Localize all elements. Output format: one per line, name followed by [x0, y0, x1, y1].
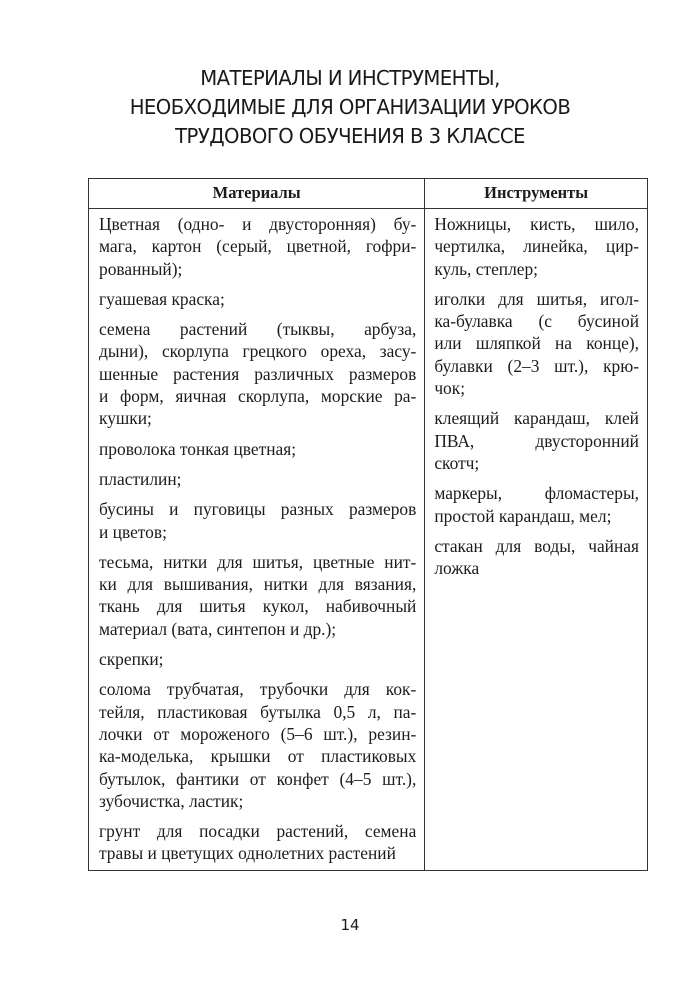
list-item	[434, 482, 639, 527]
text-line: Цветная (одно- и двусторонняя) бу-	[99, 214, 417, 234]
text-line: иголки для шитья, игол-	[434, 288, 639, 309]
text-line: травы и цветущих однолетних растений	[99, 843, 396, 864]
text-line: материал (вата, синтепон и др.);	[99, 618, 337, 639]
text-line: клеящий карандаш, клей	[434, 408, 639, 429]
page-number: 14	[340, 916, 360, 934]
text-line: ки для вышивания, нитки для вязания,	[99, 574, 417, 595]
text-line: бусины и пуговицы разных размеров	[99, 499, 417, 520]
list-item	[99, 648, 416, 670]
text-line: скрепки;	[99, 649, 164, 670]
text-line: кушки;	[99, 408, 152, 429]
title-line: ТРУДОВОГО ОБУЧЕНИЯ В 3 КЛАССЕ	[175, 124, 525, 148]
list-item	[99, 820, 416, 865]
materials-tools-table	[88, 178, 648, 871]
text-line: простой карандаш, мел;	[434, 505, 612, 526]
list-item	[99, 318, 416, 429]
text-line: пластилин;	[99, 468, 182, 489]
text-line: ткань для шитья кукол, набивочный	[99, 596, 417, 617]
table-header-row	[89, 179, 648, 209]
text-line: и форм, яичная скорлупа, морские ра-	[99, 386, 417, 407]
text-line: ПВА, двусторонний	[434, 430, 639, 451]
text-line: или шляпкой на конце),	[434, 333, 639, 354]
text-line: рованный);	[99, 258, 183, 279]
tools-cell	[425, 209, 648, 871]
text-line: скотч;	[434, 452, 480, 473]
list-item	[99, 678, 416, 812]
text-line: грунт для посадки растений, семена	[99, 821, 417, 842]
text-line: дыни), скорлупа грецкого ореха, засу-	[99, 341, 417, 362]
table-row	[89, 209, 648, 871]
list-item	[434, 288, 639, 399]
text-line: булавки (2–3 шт.), крю-	[434, 355, 639, 376]
text-line: стакан для воды, чайная	[434, 535, 639, 556]
list-item	[99, 438, 416, 460]
text-line: бутылок, фантики от конфет (4–5 шт.),	[99, 768, 417, 789]
text-line: маркеры, фломастеры,	[434, 483, 639, 504]
list-item	[99, 213, 416, 280]
title-line: МАТЕРИАЛЫ И ИНСТРУМЕНТЫ,	[200, 66, 500, 90]
text-line: мага, картон (серый, цветной, гофри-	[99, 236, 417, 257]
header-materials: Материалы	[89, 179, 425, 209]
text-line: семена растений (тыквы, арбуза,	[99, 319, 417, 340]
text-line: шенные растения различных размеров	[99, 363, 417, 384]
text-line: проволока тонкая цветная;	[99, 438, 297, 459]
text-line: солома трубчатая, трубочки для кок-	[99, 679, 417, 700]
text-line: ка-булавка (с бусиной	[434, 311, 639, 332]
list-item	[99, 498, 416, 543]
title-line: НЕОБХОДИМЫЕ ДЛЯ ОРГАНИЗАЦИИ УРОКОВ	[129, 95, 571, 119]
text-line: зубочистка, ластик;	[99, 790, 244, 811]
list-item	[99, 288, 416, 310]
list-item	[434, 213, 639, 280]
text-line: чок;	[434, 378, 466, 399]
header-tools: Инструменты	[425, 179, 648, 209]
list-item	[99, 551, 416, 640]
list-item	[434, 407, 639, 474]
text-line: чертилка, линейка, цир-	[434, 236, 639, 257]
list-item	[99, 468, 416, 490]
materials-cell	[89, 209, 425, 871]
text-line: гуашевая краска;	[99, 288, 225, 309]
text-line: лочки от мороженого (5–6 шт.), резин-	[99, 723, 417, 744]
list-item	[434, 535, 639, 580]
page-title	[14, 64, 686, 151]
text-line: ложка	[434, 558, 480, 579]
text-line: ка-моделька, крышки от пластиковых	[99, 746, 417, 767]
text-line: и цветов;	[99, 521, 167, 542]
text-line: куль, степлер;	[434, 258, 539, 279]
text-line: тесьма, нитки для шитья, цветные нит-	[99, 551, 417, 572]
text-line: Ножницы, кисть, шило,	[434, 214, 639, 234]
text-line: тейля, пластиковая бутылка 0,5 л, па-	[99, 701, 417, 722]
